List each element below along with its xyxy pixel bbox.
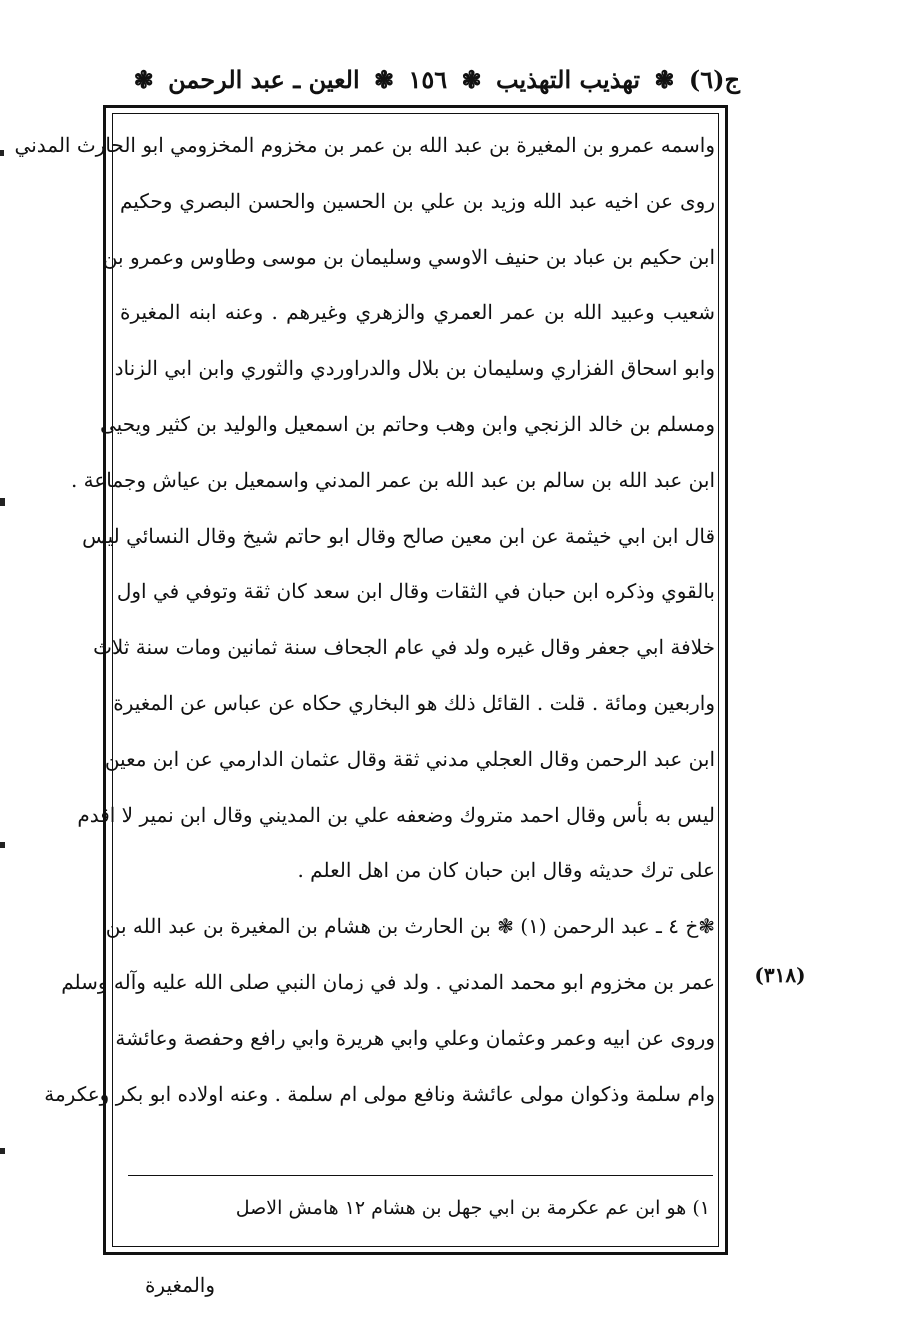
- main-text: [14, 118, 715, 1122]
- text-line: وام سلمة وذكوان مولى عائشة ونافع مولى ام سلمة . وعنه اولاده ابو بكر وعكرمة: [44, 1081, 715, 1106]
- text-line: خلافة ابي جعفر وقال غيره ولد في عام الجحاف سنة ثمانين ومات سنة ثلاث: [93, 635, 715, 660]
- text-line: قال ابن ابي خيثمة عن ابن معين صالح وقال ابو حاتم شيخ وقال النسائي ليس: [82, 523, 715, 548]
- text-line: وابو اسحاق الفزاري وسليمان بن بلال والدراوردي والثوري وابن ابي الزناد: [114, 356, 715, 381]
- header-page-number: ١٥٦: [408, 65, 448, 94]
- ornament-icon: ❃: [461, 65, 482, 94]
- running-header: [100, 58, 740, 102]
- footnote-divider: [128, 1175, 713, 1176]
- text-line: ابن عبد الرحمن وقال العجلي مدني ثقة وقال عثمان الدارمي عن ابن معين: [104, 746, 715, 771]
- footnote: ١) هو ابن عم عكرمة بن ابي جهل بن هشام ١٢ هامش الاصل: [235, 1197, 710, 1219]
- header-book-title: تهذيب التهذيب: [495, 65, 641, 94]
- scan-mark: [0, 498, 5, 506]
- scan-mark: [0, 150, 4, 156]
- header-section: العين ـ عبد الرحمن: [168, 65, 360, 94]
- catchword: والمغيرة: [144, 1273, 216, 1297]
- text-line: على ترك حديثه وقال ابن حبان كان من اهل العلم .: [297, 858, 715, 883]
- text-line: واسمه عمرو بن المغيرة بن عبد الله بن عمر بن مخزوم المخزومي ابو الحارث المدني: [14, 133, 715, 157]
- margin-entry-number: (٣١٨): [754, 963, 806, 987]
- text-line: شعيب وعبيد الله بن عمر العمري والزهري وغيرهم . وعنه ابنه المغيرة: [120, 300, 715, 325]
- ornament-icon: ❃: [374, 65, 395, 94]
- entry-heading-line: ❃خ ٤ ـ عبد الرحمن (١) ❃ بن الحارث بن هشام بن المغيرة بن عبد الله بن: [105, 914, 715, 939]
- text-line: ومسلم بن خالد الزنجي وابن وهب وحاتم بن اسمعيل والوليد بن كثير ويحيى: [100, 411, 715, 436]
- header-part: ج(٦): [688, 65, 740, 94]
- text-line: عمر بن مخزوم ابو محمد المدني . ولد في زمان النبي صلى الله عليه وآله وسلم: [61, 969, 715, 994]
- scan-mark: [0, 1148, 5, 1154]
- text-line: روى عن اخيه عبد الله وزيد بن علي بن الحسين والحسن البصري وحكيم: [120, 188, 715, 213]
- text-line: ابن عبد الله بن سالم بن عبد الله بن عمر المدني واسمعيل بن عياش وجماعة .: [70, 467, 715, 492]
- scan-mark: [0, 842, 5, 848]
- text-line: وروى عن ابيه وعمر وعثمان وعلي وابي هريرة وابي رافع وحفصة وعائشة: [115, 1025, 715, 1050]
- ornament-icon: ❃: [654, 65, 675, 94]
- text-line: ابن حكيم بن عباد بن حنيف الاوسي وسليمان بن موسى وطاوس وعمرو بن: [102, 244, 715, 269]
- ornament-icon: ❃: [133, 65, 154, 94]
- text-line: واربعين ومائة . قلت . القائل ذلك هو البخاري حكاه عن عباس عن المغيرة: [113, 690, 715, 715]
- text-line: ليس به بأس وقال احمد متروك وضعفه علي بن المديني وقال ابن نمير لا اقدم: [77, 802, 715, 827]
- text-line: بالقوي وذكره ابن حبان في الثقات وقال ابن سعد كان ثقة وتوفي في اول: [116, 579, 715, 604]
